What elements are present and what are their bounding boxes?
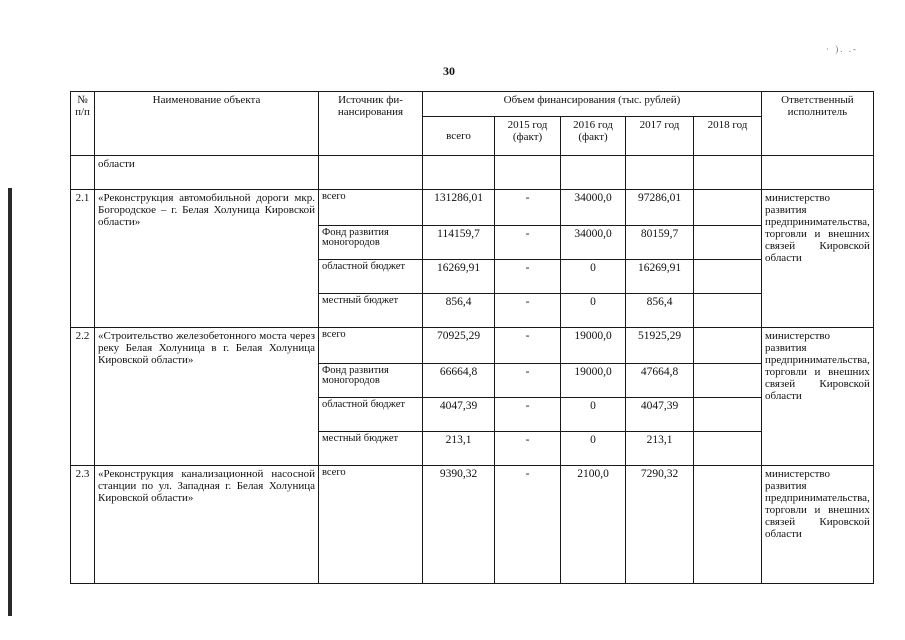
header-total: всего [423, 117, 495, 156]
amount-2017: 47664,8 [626, 364, 694, 398]
amount-2015: - [495, 226, 561, 260]
funding-source: всего [319, 466, 423, 584]
amount-total: 213,1 [423, 432, 495, 466]
amount-2018 [694, 260, 762, 294]
funding-source: Фонд развития моногородов [319, 364, 423, 398]
amount-2016: 0 [561, 398, 626, 432]
project-name: «Реконструкция автомобильной дороги мкр. Богородское – г. Белая Холуница Кировской области» [95, 190, 319, 328]
responsible-executor: министерство развития предпринимательства, торговли и внешних связей Кировской области [762, 328, 874, 466]
amount-total: 16269,91 [423, 260, 495, 294]
amount-2017: 213,1 [626, 432, 694, 466]
scan-specks: · ). .- [826, 44, 858, 54]
continuation-row [71, 156, 874, 190]
amount-2017: 856,4 [626, 294, 694, 328]
continuation-name: области [95, 156, 319, 190]
amount-2016: 2100,0 [561, 466, 626, 584]
amount-2018 [694, 432, 762, 466]
amount-2018 [694, 226, 762, 260]
amount-2015: - [495, 294, 561, 328]
amount-2015: - [495, 466, 561, 584]
header-2016: 2016 год (факт) [561, 117, 626, 156]
amount-2017: 97286,01 [626, 190, 694, 226]
header-volume: Объем финансирования (тыс. рублей) [423, 92, 762, 117]
amount-total: 70925,29 [423, 328, 495, 364]
responsible-executor: министерство развития предпринимательства, торговли и внешних связей Кировской области [762, 466, 874, 584]
header-2018: 2018 год [694, 117, 762, 156]
amount-total: 856,4 [423, 294, 495, 328]
amount-2015: - [495, 260, 561, 294]
amount-total: 114159,7 [423, 226, 495, 260]
amount-2017: 80159,7 [626, 226, 694, 260]
financing-table [70, 91, 874, 584]
continuation-2018 [694, 156, 762, 190]
amount-total: 66664,8 [423, 364, 495, 398]
continuation-2015 [495, 156, 561, 190]
binding-edge [8, 188, 12, 616]
funding-source: местный бюджет [319, 432, 423, 466]
amount-total: 4047,39 [423, 398, 495, 432]
continuation-2016 [561, 156, 626, 190]
project-name: «Строительство железобетонного моста через реку Белая Холуница в г. Белая Холуница Кировской области» [95, 328, 319, 466]
responsible-executor: министерство развития предпринимательства, торговли и внешних связей Кировской области [762, 190, 874, 328]
continuation-2017 [626, 156, 694, 190]
funding-source: областной бюджет [319, 260, 423, 294]
amount-2015: - [495, 398, 561, 432]
continuation-source [319, 156, 423, 190]
amount-2016: 0 [561, 432, 626, 466]
continuation-num [71, 156, 95, 190]
amount-2016: 34000,0 [561, 190, 626, 226]
header-2017: 2017 год [626, 117, 694, 156]
page-number: 30 [443, 64, 455, 78]
amount-2016: 0 [561, 294, 626, 328]
amount-2015: - [495, 432, 561, 466]
funding-source: всего [319, 190, 423, 226]
amount-2016: 34000,0 [561, 226, 626, 260]
header-name: Наименование объекта [95, 92, 319, 156]
header-2015: 2015 год (факт) [495, 117, 561, 156]
project-number: 2.2 [71, 328, 95, 466]
table-row [71, 190, 874, 226]
table-row [71, 466, 874, 584]
funding-source: Фонд развития моногородов [319, 226, 423, 260]
amount-2016: 19000,0 [561, 328, 626, 364]
amount-total: 131286,01 [423, 190, 495, 226]
project-number: 2.1 [71, 190, 95, 328]
header-responsible: Ответственный исполнитель [762, 92, 874, 156]
amount-2018 [694, 328, 762, 364]
amount-total: 9390,32 [423, 466, 495, 584]
project-name: «Реконструкция канализационной насосной станции по ул. Западная г. Белая Холуница Кировской области» [95, 466, 319, 584]
amount-2018 [694, 190, 762, 226]
table-row [71, 328, 874, 364]
funding-source: областной бюджет [319, 398, 423, 432]
funding-source: местный бюджет [319, 294, 423, 328]
amount-2017: 4047,39 [626, 398, 694, 432]
amount-2018 [694, 466, 762, 584]
continuation-total [423, 156, 495, 190]
amount-2018 [694, 364, 762, 398]
amount-2017: 7290,32 [626, 466, 694, 584]
project-number: 2.3 [71, 466, 95, 584]
amount-2017: 16269,91 [626, 260, 694, 294]
header-num: № п/п [71, 92, 95, 156]
amount-2016: 19000,0 [561, 364, 626, 398]
funding-source: всего [319, 328, 423, 364]
amount-2015: - [495, 190, 561, 226]
header-source: Источник фи-нансирования [319, 92, 423, 156]
amount-2015: - [495, 364, 561, 398]
continuation-responsible [762, 156, 874, 190]
amount-2017: 51925,29 [626, 328, 694, 364]
amount-2015: - [495, 328, 561, 364]
amount-2018 [694, 294, 762, 328]
amount-2016: 0 [561, 260, 626, 294]
amount-2018 [694, 398, 762, 432]
